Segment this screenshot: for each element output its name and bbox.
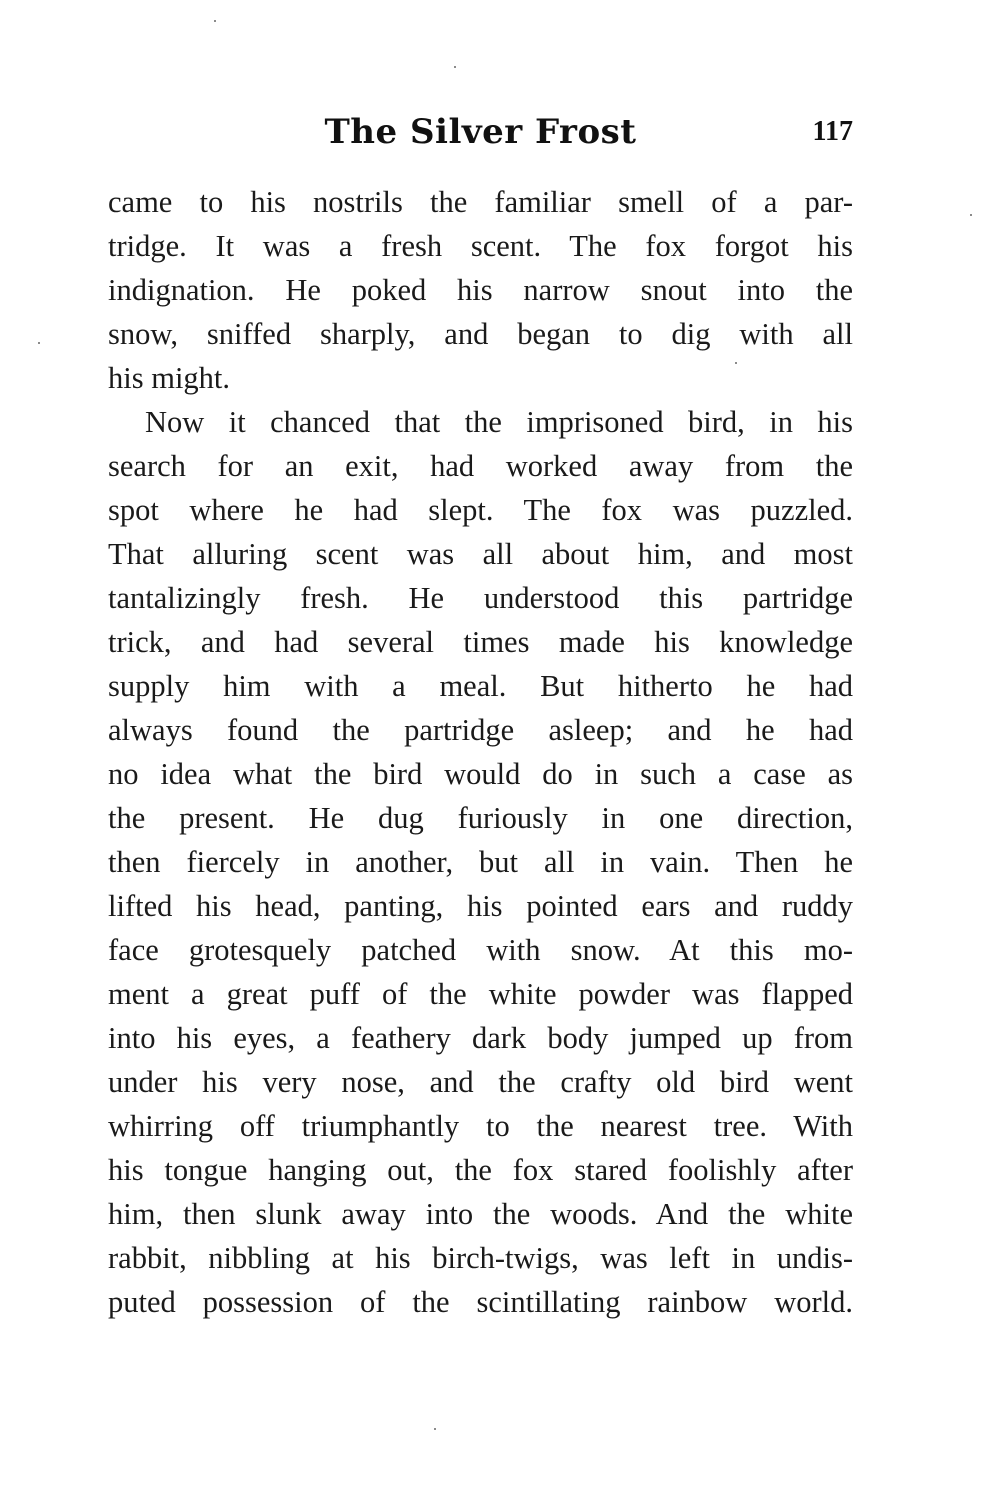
text-line: came to his nostrils the familiar smell of a par- — [108, 185, 853, 219]
running-header — [108, 112, 853, 160]
text-line: rabbit, nibbling at his birch-twigs, was left in undis- — [108, 1241, 853, 1275]
text-line: into his eyes, a feathery dark body jumped up from — [108, 1021, 853, 1055]
paragraph — [108, 180, 853, 400]
text-line: Now it chanced that the imprisoned bird, in his — [145, 405, 853, 439]
text-line: always found the partridge asleep; and he had — [108, 713, 853, 747]
scan-speck — [214, 20, 216, 22]
body-text — [108, 180, 853, 1324]
text-line: no idea what the bird would do in such a case as — [108, 757, 853, 791]
text-line: the present. He dug furiously in one direction, — [108, 801, 853, 835]
text-line: under his very nose, and the crafty old bird went — [108, 1065, 853, 1099]
paragraph — [108, 400, 853, 1324]
text-line: snow, sniffed sharply, and began to dig with all — [108, 317, 853, 351]
chapter-title: The Silver Frost — [324, 112, 637, 152]
text-line: spot where he had slept. The fox was puzzled. — [108, 493, 853, 527]
page-number: 117 — [812, 116, 853, 147]
text-line: face grotesquely patched with snow. At this mo- — [108, 933, 853, 967]
scan-speck — [970, 214, 972, 216]
text-line: lifted his head, panting, his pointed ears and ruddy — [108, 889, 853, 923]
text-line: supply him with a meal. But hitherto he had — [108, 669, 853, 703]
text-line: That alluring scent was all about him, and most — [108, 537, 853, 571]
text-line: then fiercely in another, but all in vain. Then he — [108, 845, 853, 879]
scan-speck — [454, 66, 456, 68]
scan-speck — [38, 342, 40, 344]
text-line: trick, and had several times made his knowledge — [108, 625, 853, 659]
text-line: his might. — [108, 361, 231, 395]
text-line: ment a great puff of the white powder was flapped — [108, 977, 853, 1011]
text-line: him, then slunk away into the woods. And the white — [108, 1197, 853, 1231]
scan-speck — [434, 1428, 436, 1430]
scan-speck — [735, 362, 737, 364]
text-line: whirring off triumphantly to the nearest tree. With — [108, 1109, 853, 1143]
text-line: indignation. He poked his narrow snout into the — [108, 273, 853, 307]
text-line: his tongue hanging out, the fox stared foolishly after — [108, 1153, 853, 1187]
text-line: puted possession of the scintillating rainbow world. — [108, 1285, 853, 1319]
text-line: tridge. It was a fresh scent. The fox forgot his — [108, 229, 853, 263]
text-line: search for an exit, had worked away from the — [108, 449, 853, 483]
text-line: tantalizingly fresh. He understood this partridge — [108, 581, 853, 615]
